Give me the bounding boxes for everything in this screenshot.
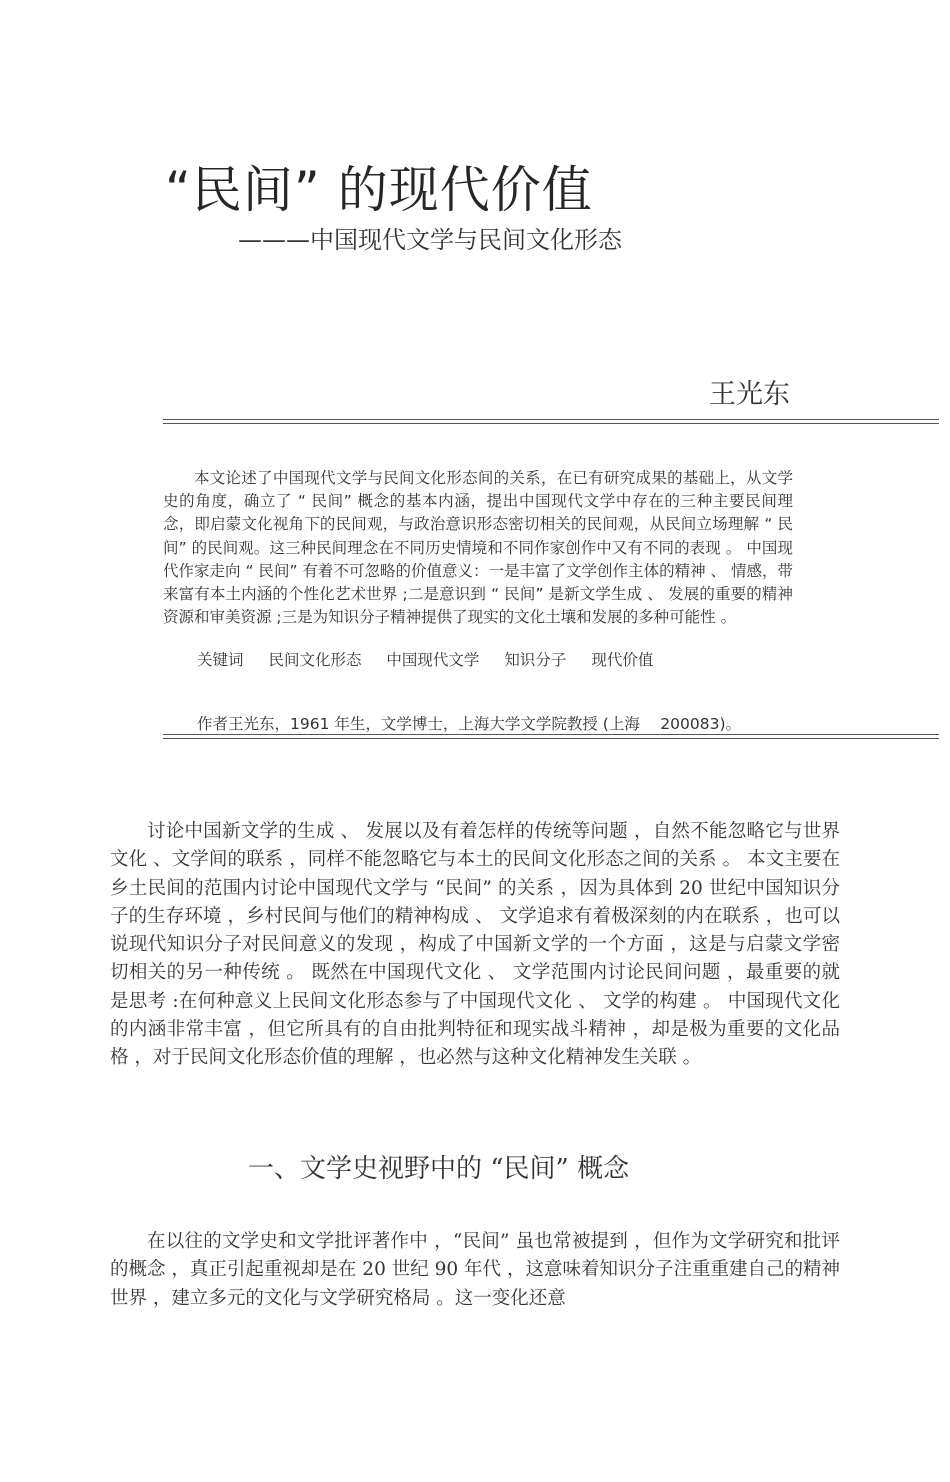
body-paragraph-2 bbox=[110, 1228, 840, 1313]
body-paragraph-1 bbox=[110, 818, 840, 1073]
keywords-label: 关键词 bbox=[197, 651, 244, 669]
author-name: 王光东 bbox=[709, 379, 790, 410]
paragraph-text: 在以往的文学史和文学批评著作中 ，“民间” 虽也常被提到 ，但作为文学研究和批评的概念 ，真正引起重视却是在 20 世纪 90 年代 ，这意味着知识分子注重重建自己的精神世界 ，建立多元的文化与文学研究格局 。这一变化还意 bbox=[110, 1231, 840, 1309]
abstract bbox=[163, 467, 793, 629]
section-heading: 一、文学史视野中的 “民间” 概念 bbox=[248, 1154, 630, 1184]
article-title: “民间” 的现代价值 bbox=[165, 161, 593, 219]
article-subtitle: ———中国现代文学与民间文化形态 bbox=[238, 226, 622, 254]
keyword: 中国现代文学 bbox=[386, 651, 480, 669]
keyword: 现代价值 bbox=[591, 651, 654, 669]
keyword: 知识分子 bbox=[504, 651, 567, 669]
abstract-top-rule bbox=[163, 419, 939, 424]
paragraph-text: 讨论中国新文学的生成 、 发展以及有着怎样的传统等问题 ，自然不能忽略它与世界文化 、文学间的联系 ，同样不能忽略它与本土的民间文化形态之间的关系 。 本文主要在乡土民间的范围内讨论中国现代文学与 “民间” 的关系 ，因为具体到 20 世纪中国知识分子的生存环境 ，乡村民间与他们的精神构成 、 文学追求有着极深刻的内在联系 ，也可以说现代知识分子对民间意义的发现 ，构成了中国新文学的一个方面 ，这是与启蒙文学密切相关的另一种传统 。 既然在中国现代文化 、 文学范围内讨论民间问题 ，最重要的就是思考 :在何种意义上民间文化形态参与了中国现代文化 、 文学的构建 。 中国现代文化的内涵非常丰富 ，但它所具有的自由批判特征和现实战斗精神 ，却是极为重要的文化品格 ，对于民间文化形态价值的理解 ，也必然与这种文化精神发生关联 。 bbox=[110, 821, 840, 1069]
author-note: 作者王光东，1961 年生，文学博士，上海大学文学院教授 (上海 200083)。 bbox=[197, 715, 741, 733]
abstract-bottom-rule bbox=[163, 734, 939, 739]
keywords-line bbox=[197, 648, 673, 670]
abstract-text: 本文论述了中国现代文学与民间文化形态间的关系，在已有研究成果的基础上，从文学史的角度，确立了 “ 民间” 概念的基本内涵，提出中国现代文学中存在的三种主要民间理念，即启蒙文化视角下的民间观，与政治意识形态密切相关的民间观，从民间立场理解 “ 民间” 的民间观。这三种民间理念在不同历史情境和不同作家创作中又有不同的表现 。 中国现代作家走向 “ 民间” 有着不可忽略的价值意义：一是丰富了文学创作主体的精神 、 情感，带来富有本土内涵的个性化艺术世界 ;二是意识到 “ 民间” 是新文学生成 、 发展的重要的精神资源和审美资源 ;三是为知识分子精神提供了现实的文化土壤和发展的多种可能性 。 bbox=[163, 469, 793, 627]
keyword: 民间文化形态 bbox=[268, 651, 362, 669]
